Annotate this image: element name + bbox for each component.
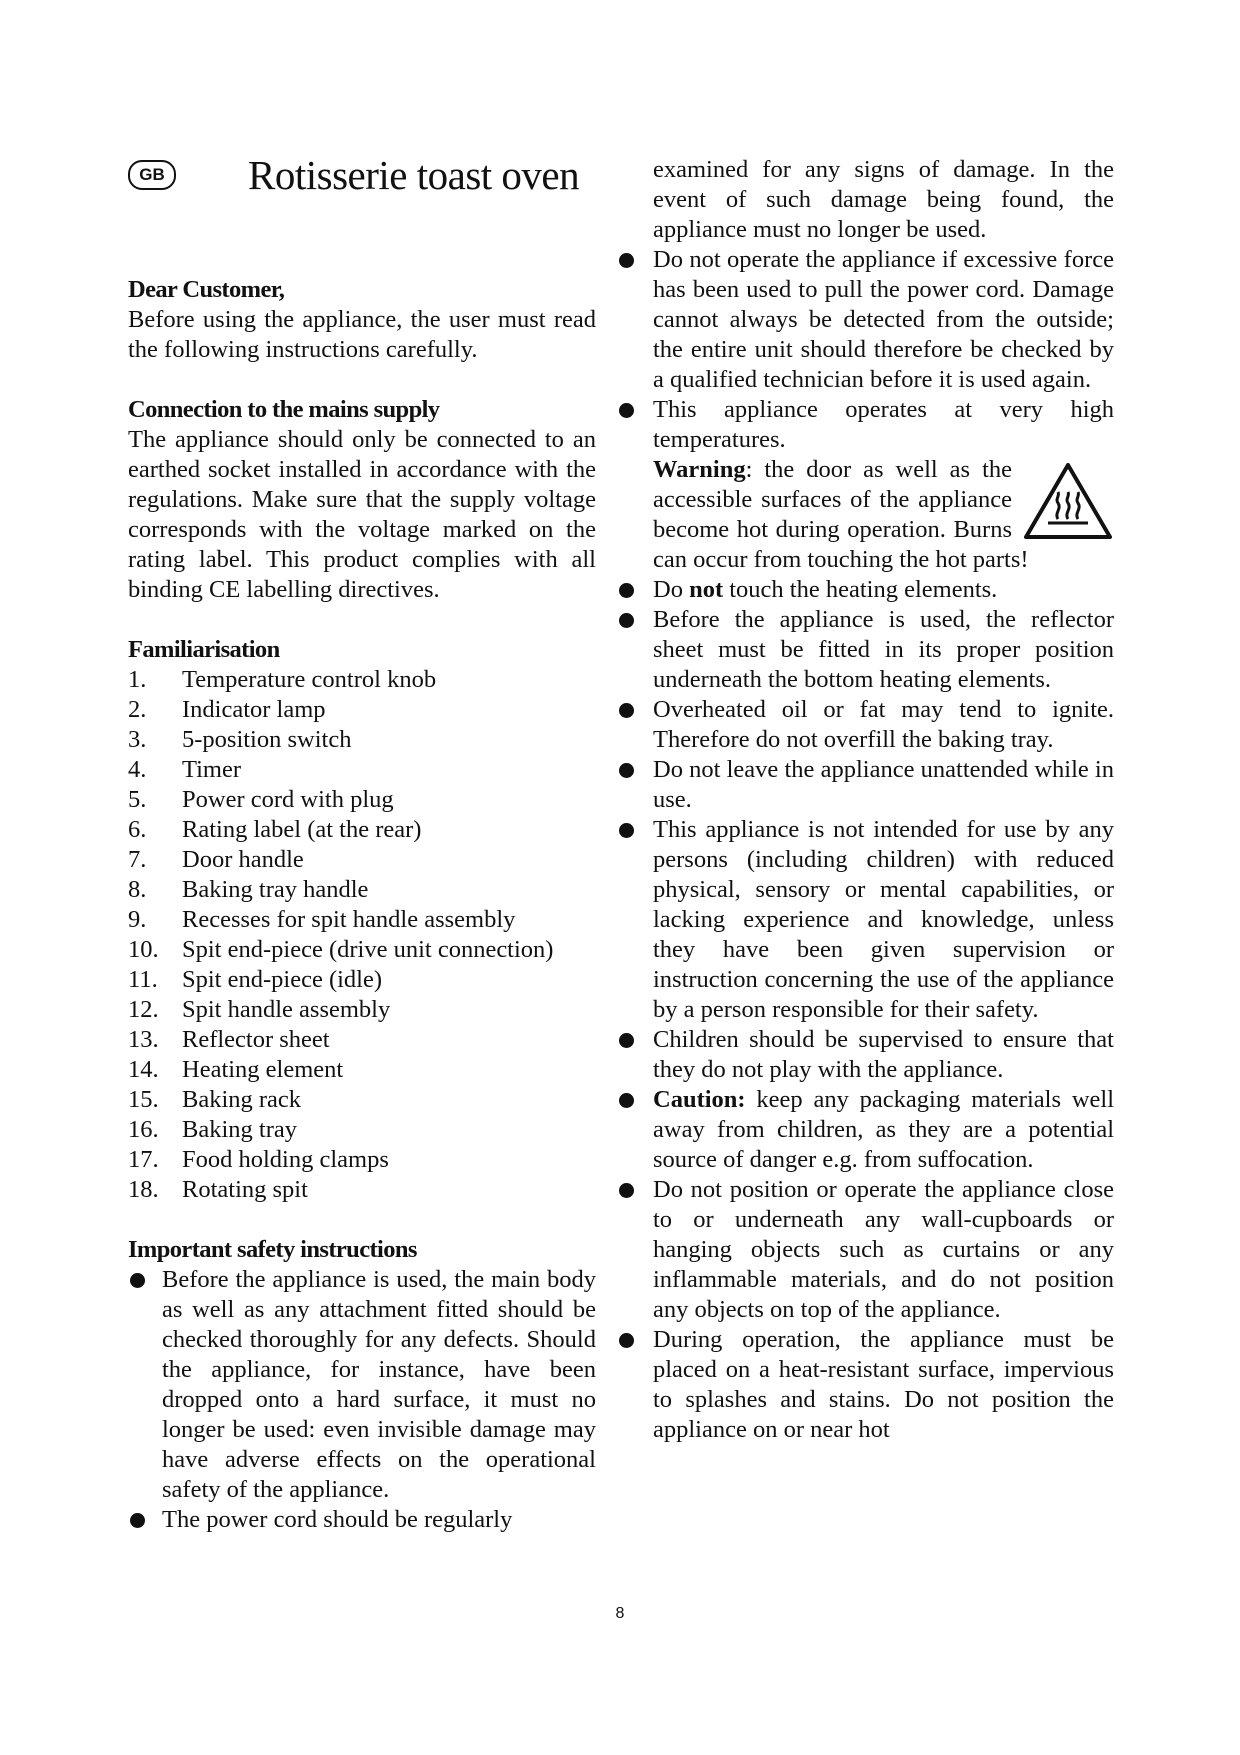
list-item: 12. Spit handle assembly xyxy=(128,996,391,1023)
list-item: 15. Baking rack xyxy=(128,1086,302,1113)
list-item: Before the appliance is used, the reflector sheet must be fitted in its proper position underneath the bottom heating elements. xyxy=(653,605,1114,695)
list-item: 1. Temperature control knob xyxy=(128,666,437,693)
list-item: 2. Indicator lamp xyxy=(128,696,326,723)
list-item: 4. Timer xyxy=(128,756,242,783)
list-item: During operation, the appliance must be placed on a heat-resistant surface, impervious to splashes and stains. Do not position the appliance on or near hot xyxy=(653,1325,1114,1445)
list-item: The power cord should be regularly xyxy=(128,1505,596,1535)
list-item: This appliance is not intended for use by any persons (including children) with reduced physical, sensory or mental capabilities, or lacking experience and knowledge, unless they have been given supervision or instruction concerning the use of the appliance by a person responsible for their safety. xyxy=(653,815,1114,1025)
list-item: Caution: keep any packaging materials well away from children, as they are a potential source of danger e.g. from suffocation. xyxy=(653,1085,1114,1175)
bullet-icon xyxy=(619,1333,634,1348)
list-item: Do not position or operate the appliance close to or underneath any wall-cupboards or hanging objects such as curtains or any inflammable materials, and do not position any objects on top of the appliance. xyxy=(653,1175,1114,1325)
warning-text: : the door as well as the accessible surfaces of the appliance become hot during operation. Burns can occur from touching the hot parts! xyxy=(653,456,1029,573)
bullet-icon xyxy=(619,763,634,778)
country-badge: GB xyxy=(128,160,176,190)
parts-list xyxy=(128,665,596,1205)
list-item: 10. Spit end-piece (drive unit connection) xyxy=(128,936,554,963)
list-item: Do not touch the heating elements. xyxy=(653,575,1114,605)
list-item: 7. Door handle xyxy=(128,846,304,873)
list-item: 3. 5-position switch xyxy=(128,726,352,753)
page-number: 8 xyxy=(615,1605,625,1622)
list-item: 6. Rating label (at the rear) xyxy=(128,816,422,843)
hot-surface-warning-icon xyxy=(1022,461,1114,541)
list-item: Overheated oil or fat may tend to ignite. Therefore do not overfill the baking tray. xyxy=(653,695,1114,755)
bullet-icon xyxy=(619,1093,634,1108)
bullet-icon xyxy=(619,1033,634,1048)
list-item: Children should be supervised to ensure that they do not play with the appliance. xyxy=(653,1025,1114,1085)
mains-heading: Connection to the mains supply xyxy=(128,396,440,423)
page-header xyxy=(128,150,628,220)
bullet-icon xyxy=(619,253,634,268)
list-item: 11. Spit end-piece (idle) xyxy=(128,966,383,993)
list-item: Before the appliance is used, the main body as well as any attachment fitted should be checked thoroughly for any defects. Should the appliance, for instance, have been dropped onto a hard surface, it must no longer be used: even invisible damage may have adverse effects on the operational safety of the appliance. xyxy=(128,1265,596,1505)
list-item: This appliance operates at very high temperatures. Warning: the door as well as the accessible surfaces of the appliance become hot during operation. Burns can occur from touching the hot parts! xyxy=(653,395,1114,575)
list-item: Do not leave the appliance unattended while in use. xyxy=(653,755,1114,815)
bullet-icon xyxy=(130,1513,145,1528)
safety-list-left xyxy=(128,1265,596,1535)
list-item: 14. Heating element xyxy=(128,1056,344,1083)
bullet-icon xyxy=(619,823,634,838)
list-item: Do not operate the appliance if excessive force has been used to pull the power cord. Damage cannot always be detected from the outside; the entire unit should therefore be checked by a qualified technician before it is used again. xyxy=(653,245,1114,395)
familiarisation-heading: Familiarisation xyxy=(128,636,280,663)
intro-text: Before using the appliance, the user must read the following instructions carefully. xyxy=(128,306,596,363)
bullet-icon xyxy=(619,583,634,598)
mains-text: The appliance should only be connected to an earthed socket installed in accordance with the regulations. Make sure that the supply voltage corresponds with the voltage marked on the rating label. This product complies with all binding CE labelling directives. xyxy=(128,426,596,603)
safety-heading: Important safety instructions xyxy=(128,1236,417,1263)
list-item: 17. Food holding clamps xyxy=(128,1146,389,1173)
list-item: 8. Baking tray handle xyxy=(128,876,369,903)
page-title: Rotisserie toast oven xyxy=(248,152,580,198)
list-item-continuation: examined for any signs of damage. In the event of such damage being found, the appliance must no longer be used. xyxy=(653,156,1114,243)
list-item: 9. Recesses for spit handle assembly xyxy=(128,906,516,933)
bullet-icon xyxy=(130,1273,145,1288)
bullet-icon xyxy=(619,403,634,418)
bullet-icon xyxy=(619,1183,634,1198)
list-item: 5. Power cord with plug xyxy=(128,786,394,813)
list-item: 16. Baking tray xyxy=(128,1116,297,1143)
list-item: 18. Rotating spit xyxy=(128,1176,308,1203)
intro-heading: Dear Customer, xyxy=(128,276,285,303)
left-column xyxy=(128,275,596,1535)
safety-list-right xyxy=(653,155,1114,1445)
right-column xyxy=(653,155,1114,1445)
list-item: 13. Reflector sheet xyxy=(128,1026,330,1053)
warning-block xyxy=(653,455,1114,575)
bullet-icon xyxy=(619,703,634,718)
warning-label: Warning xyxy=(653,456,746,483)
bullet-icon xyxy=(619,613,634,628)
